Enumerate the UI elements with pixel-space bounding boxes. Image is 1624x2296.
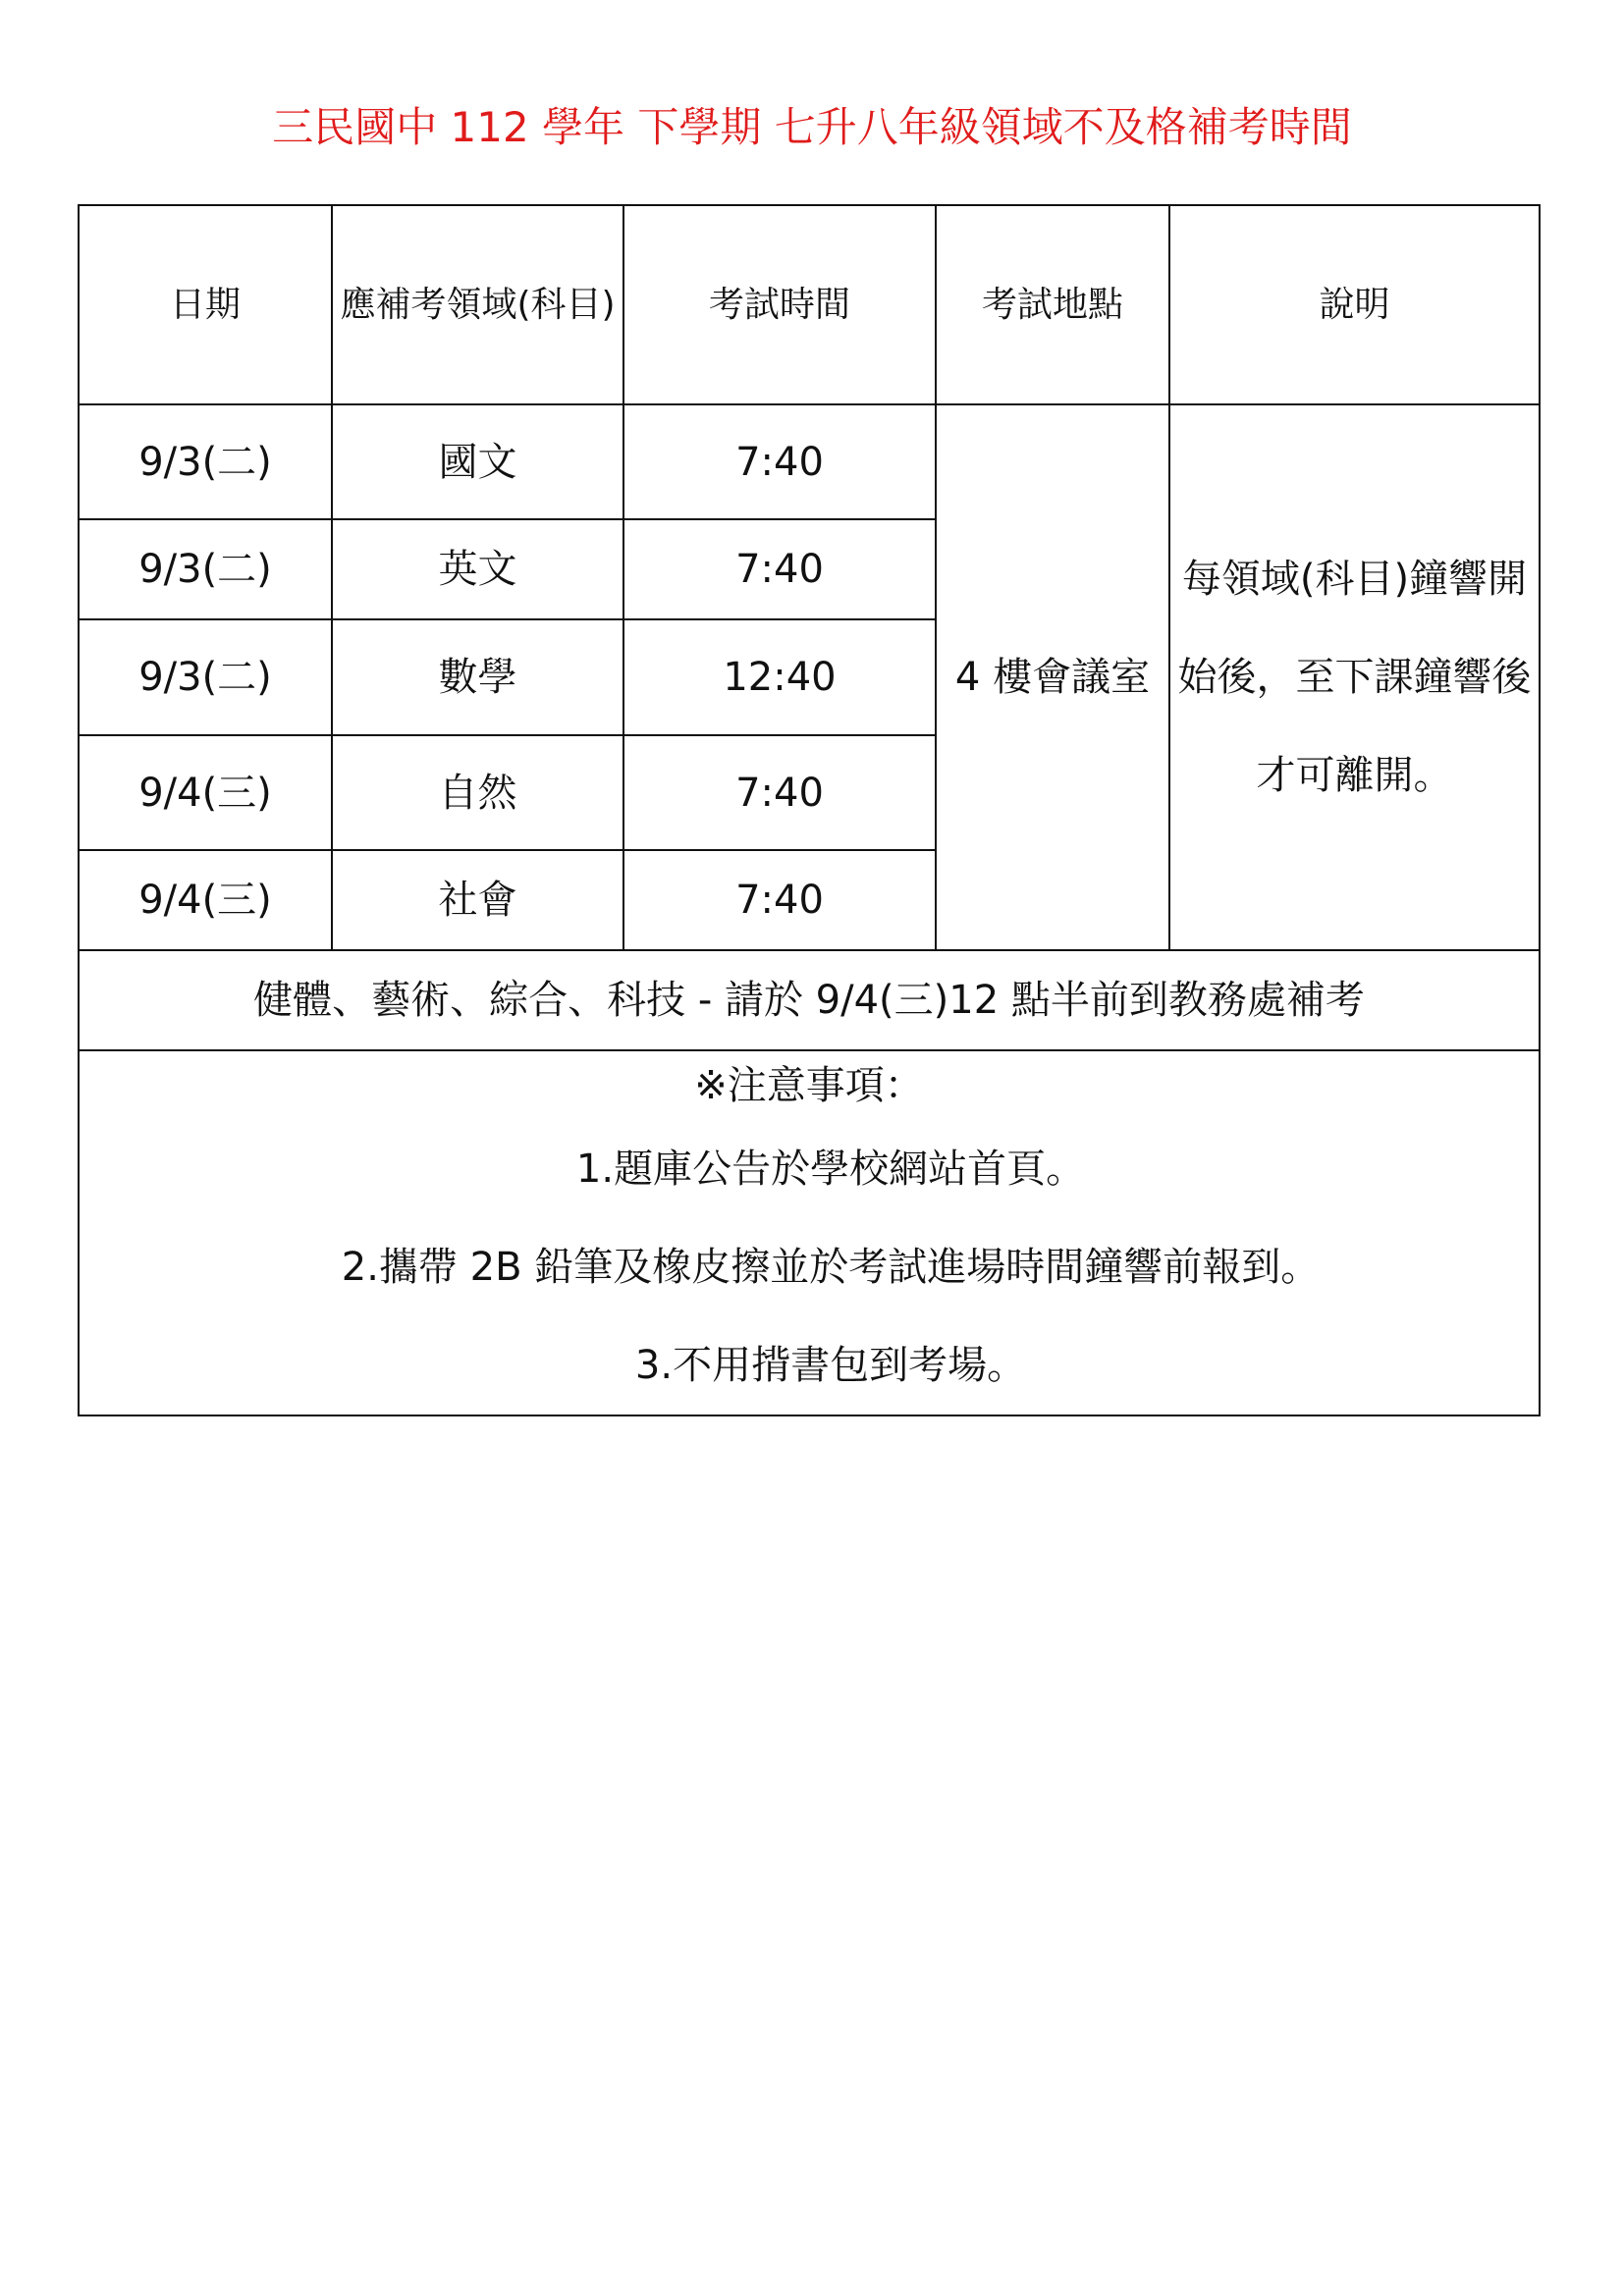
header-time: 考試時間 — [623, 205, 936, 404]
row-subject: 社會 — [332, 850, 623, 950]
row-subject: 英文 — [332, 519, 623, 619]
row-time: 12:40 — [623, 619, 936, 735]
header-row — [79, 205, 1540, 404]
notice-item: 1.題庫公告於學校網站首頁。 — [575, 1147, 1086, 1192]
header-location: 考試地點 — [936, 205, 1169, 404]
document-title: 三民國中 112 學年 下學期 七升八年級領域不及格補考時間 — [272, 103, 1352, 151]
row-time: 7:40 — [623, 850, 936, 950]
row-date: 9/3(二) — [79, 404, 332, 519]
table-row — [79, 404, 1540, 519]
row-date: 9/3(二) — [79, 519, 332, 619]
row-subject: 自然 — [332, 735, 623, 850]
header-date: 日期 — [79, 205, 332, 404]
notice-item: 2.攜帶 2B 鉛筆及橡皮擦並於考試進場時間鐘響前報到。 — [341, 1245, 1321, 1290]
makeup-notice: 健體、藝術、綜合、科技 - 請於 9/4(三)12 點半前到教務處補考 — [79, 950, 1540, 1050]
row-time: 7:40 — [623, 519, 936, 619]
row-date: 9/3(二) — [79, 619, 332, 735]
row-subject: 數學 — [332, 619, 623, 735]
notices-cell — [79, 1050, 1540, 1415]
header-subject: 應補考領域(科目) — [332, 205, 623, 404]
notices-row — [79, 1050, 1540, 1415]
makeup-notice-row — [79, 950, 1540, 1050]
notice-item: 3.不用揹書包到考場。 — [634, 1343, 1027, 1388]
row-date: 9/4(三) — [79, 735, 332, 850]
makeup-exam-schedule-table — [78, 204, 1541, 1416]
header-note: 說明 — [1169, 205, 1540, 404]
row-subject: 國文 — [332, 404, 623, 519]
exam-location: 4 樓會議室 — [936, 404, 1169, 950]
exam-note: 每領域(科目)鐘響開始後，至下課鐘響後才可離開。 — [1169, 404, 1540, 950]
row-time: 7:40 — [623, 404, 936, 519]
row-date: 9/4(三) — [79, 850, 332, 950]
row-time: 7:40 — [623, 735, 936, 850]
notices-heading: ※注意事項： — [694, 1063, 924, 1108]
